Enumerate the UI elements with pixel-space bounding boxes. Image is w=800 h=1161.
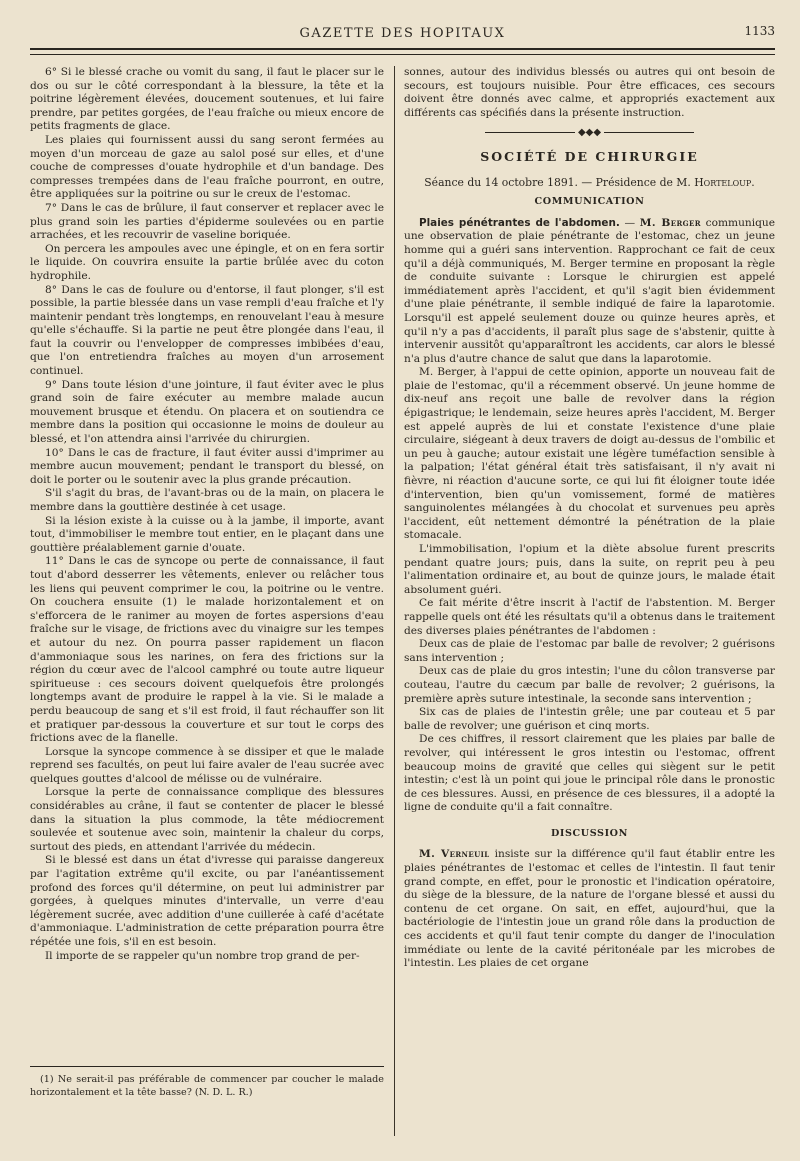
footnote: [30, 1074, 384, 1099]
meeting-president: Horteloup.: [694, 175, 755, 189]
paragraph: Six cas de plaies de l'intestin grêle; une par couteau et 5 par balle de revolver; une guérison et cinq morts.: [404, 706, 775, 732]
paragraph: Deux cas de plaie du gros intestin; l'une du côlon transverse par couteau, l'autre du cæcum par balle de revolver; 2 guérisons, la première après suture intestinale, la seconde sans intervention ;: [404, 665, 775, 705]
paragraph: Ce fait mérite d'être inscrit à l'actif de l'abstention. M. Berger rappelle quels ont été les résultats qu'il a obtenus dans le traitement des diverses plaies pénétrantes de l'abdomen :: [404, 597, 775, 637]
paragraph: 6° Si le blessé crache ou vomit du sang, il faut le placer sur le dos ou sur le côté correspondant à la blessure, la tête et la poitrine légèrement élevées, doucement soutenues, et lui faire prendre, par petites gorgées, de l'eau fraîche ou mieux encore de petits fragments de glace.: [30, 66, 384, 133]
discussion-first-paragraph: [404, 848, 775, 970]
communication-dash: —: [619, 216, 640, 229]
communication-first-paragraph: [404, 217, 775, 367]
left-column: [30, 66, 384, 963]
paragraph: 8° Dans le cas de foulure ou d'entorse, il faut plonger, s'il est possible, la partie blessée dans un vase rempli d'eau fraîche et l'y maintenir pendant très longtemps, en renouvelant l'eau à mesure qu'elle s'échauffe. Si la partie ne peut être plongée dans l'eau, il faut la couvrir ou l'envelopper de compresses imbibées d'eau, que l'on entretiendra fraîches au moyen d'un arrosement continuel.: [30, 283, 384, 378]
communication-heading: COMMUNICATION: [534, 196, 645, 208]
newspaper-page: [30, 18, 775, 1148]
paragraph: M. Berger, à l'appui de cette opinion, apporte un nouveau fait de plaie de l'estomac, qu'il a récemment observé. Un jeune homme de dix-neuf ans reçoit une balle de revolver dans la région épigastrique; le lendemain, seize heures après l'accident, M. Berger est appelé auprès de lui et constate l'existence d'une plaie circulaire, siégeant à deux travers de doigt au-dessus de l'ombilic et un peu à gauche; autour existait une légère tuméfaction sensible à la palpation; l'état général était très satisfaisant, il n'y avait ni fièvre, ni réaction d'aucune sorte, ce qui lui fit éloigner toute idée d'intervention, bien qu'un vomissement, formé de matières sanguinolentes mélangées à du chocolat et survenues peu après l'accident, eût nettement démontré la pénétration de la plaie stomacale.: [404, 366, 775, 542]
paragraph: Les plaies qui fournissent aussi du sang seront fermées au moyen d'un morceau de gaze au salol posé sur elles, et d'une couche de compresses d'ouate hydrophile et d'un bandage. Des compresses trempées dans de l'eau fraîche pourront, en outre, être appliquées sur la poitrine ou sur le creux de l'estomac.: [30, 133, 384, 201]
page-number: 1133: [744, 24, 775, 38]
paragraph: 9° Dans toute lésion d'une jointure, il faut éviter avec le plus grand soin de faire exécuter au membre malade aucun mouvement brusque et étendu. On placera et on soutiendra ce membre dans la position qui occasionne le moins de douleur au blessé, et l'on attendra ainsi l'arrivée du chirurgien.: [30, 378, 384, 446]
paragraph: Si la lésion existe à la cuisse ou à la jambe, il importe, avant tout, d'immobiliser le membre tout entier, en le plaçant dans une gouttière préalablement garnie d'ouate.: [30, 514, 384, 554]
communication-lead: Plaies pénétrantes de l'abdomen.: [419, 216, 620, 229]
discussion-speaker: M. Verneuil: [419, 848, 490, 861]
paragraph: Lorsque la syncope commence à se dissiper et que le malade reprend ses facultés, on peut lui faire avaler de l'eau sucrée avec quelques gouttes d'alcool de mélisse ou de vulnéraire.: [30, 745, 384, 785]
discussion-text: insiste sur la différence qu'il faut établir entre les plaies pénétrantes de l'estomac et celles de l'intestin. Il faut tenir grand compte, en effet, pour le pronostic et l'indication opératoire, du siège de la blessure, de la nature de l'organe blessé et aussi du contenu de cet organe. On sait, en effet, aujourd'hui, que la bactériologie de l'intestin joue un grand rôle dans la production de ces accidents et qu'il faut tenir compte du danger de l'inoculation immédiate ou lente de la cavité péritonéale par les microbes de l'intestin. Les plaies de cet organe: [404, 848, 775, 970]
paragraph: Lorsque la perte de connaissance complique des blessures considérables au crâne, il faut se contenter de placer le blessé dans la situation la plus commode, la tête médiocrement soulevée et soutenue avec soin, maintenir la chaleur du corps, surtout des pieds, en attendant l'arrivée du médecin.: [30, 786, 384, 853]
page-header: [30, 18, 775, 44]
paragraph: L'immobilisation, l'opium et la diète absolue furent prescrits pendant quatre jours; puis, dans la suite, on reprit peu à peu l'alimentation ordinaire et, au bout de quinze jours, le malade était absolument guéri.: [404, 543, 775, 596]
paragraph: S'il s'agit du bras, de l'avant-bras ou de la main, on placera le membre dans la gouttière destinée à cet usage.: [30, 487, 384, 513]
paragraph: sonnes, autour des individus blessés ou autres qui ont besoin de secours, est toujours nuisible. Pour être efficaces, ces secours doivent être donnés avec calme, et appropriés exactement aux différents cas spécifiés dans la présente instruction.: [404, 66, 775, 119]
communication-text: communique une observation de plaie pénétrante de l'estomac, chez un jeune homme qui a guéri sans intervention. Rapprochant ce fait de ceux qu'il a déjà communiqués, M. Berger termine en proposant la règle de conduite suivante : Lorsque le chirurgien est appelé immédiatement après l'accident, et qu'il s'agit bien évidemment d'une plaie pénétrante, il semble indiqué de faire la laparotomie. Lorsqu'il est appelé seulement douze ou quinze heures après, et qu'il n'y a pas d'accidents, il paraît plus sage de s'abstenir, quitte à intervenir aussitôt qu'apparaîtront les accidents, car alors le blessé n'a plus d'autre chance de salut que dans la laparotomie.: [404, 216, 775, 365]
paragraph: De ces chiffres, il ressort clairement que les plaies par balle de revolver, qui intéressent le gros intestin ou l'estomac, offrent beaucoup moins de gravité que celles qui siègent sur le petit intestin; c'est là un point qui joue le principal rôle dans le pronostic de ces blessures. Aussi, en présence de ces blessures, il a adopté la ligne de conduite qu'il a fait connaître.: [404, 733, 775, 814]
communication-speaker: M. Berger: [639, 216, 702, 229]
paragraph: 11° Dans le cas de syncope ou perte de connaissance, il faut tout d'abord desserrer les vêtements, enlever ou relâcher tous les liens qui peuvent comprimer le cou, la poitrine ou le ventre. On couchera ensuite (1) le malade horizontalement et on s'efforcera de le ranimer au moyen de fortes aspersions d'eau fraîche sur le visage, de frictions avec du vinaigre sur les tempes et autour du nez. On pourra passer rapidement un flacon d'ammoniaque sous les narines, on fera des frictions sur la région du cœur avec de l'alcool camphré ou toute autre liqueur spiritueuse : ces secours doivent quelquefois être prolongés longtemps avant de produire le rappel à la vie. Si le malade a perdu beaucoup de sang et s'il est froid, il faut réchauffer son lit et pratiquer par-dessous la couverture et sur tout le corps des frictions avec de la flanelle.: [30, 555, 384, 745]
paragraph: On percera les ampoules avec une épingle, et on en fera sortir le liquide. On couvrira ensuite la partie brûlée avec du coton hydrophile.: [30, 242, 384, 282]
column-divider: [394, 66, 395, 1136]
paragraph: Deux cas de plaie de l'estomac par balle de revolver; 2 guérisons sans intervention ;: [404, 638, 775, 664]
footnote-rule: [30, 1066, 384, 1067]
footnote-text: (1) Ne serait-il pas préférable de commencer par coucher le malade horizontalement et la tête basse? (N. D. L. R.): [30, 1074, 384, 1098]
header-rule-thick: [30, 48, 775, 50]
section-separator-ornament: ◆◆◆: [404, 126, 775, 140]
meeting-line: [404, 176, 775, 190]
header-rule-thin: [30, 54, 775, 55]
running-title: GAZETTE DES HOPITAUX: [299, 26, 506, 41]
right-column: [404, 66, 775, 971]
society-title: SOCIÉTÉ DE CHIRURGIE: [480, 148, 699, 164]
discussion-heading: DISCUSSION: [551, 827, 628, 839]
paragraph: Si le blessé est dans un état d'ivresse qui paraisse dangereux par l'agitation extrême qu'il excite, ou par l'anéantissement profond des forces qu'il détermine, on peut lui administrer par gorgées, à quelques minutes d'intervalle, un verre d'eau légèrement sucrée, avec addition d'une cuillerée à café d'acétate d'ammoniaque. L'administration de cette préparation pourra être répétée une fois, s'il en est besoin.: [30, 854, 384, 948]
paragraph: 7° Dans le cas de brûlure, il faut conserver et replacer avec le plus grand soin les parties d'épiderme soulevées ou en partie arrachées, et les recouvrir de vaseline boriquée.: [30, 201, 384, 242]
meeting-prefix: Séance du 14 octobre 1891. — Présidence de M.: [424, 175, 695, 189]
paragraph: 10° Dans le cas de fracture, il faut éviter aussi d'imprimer au membre aucun mouvement; pendant le transport du blessé, on doit le porter ou le soutenir avec la plus grande précaution.: [30, 446, 384, 486]
paragraph: Il importe de se rappeler qu'un nombre trop grand de per-: [45, 949, 360, 962]
